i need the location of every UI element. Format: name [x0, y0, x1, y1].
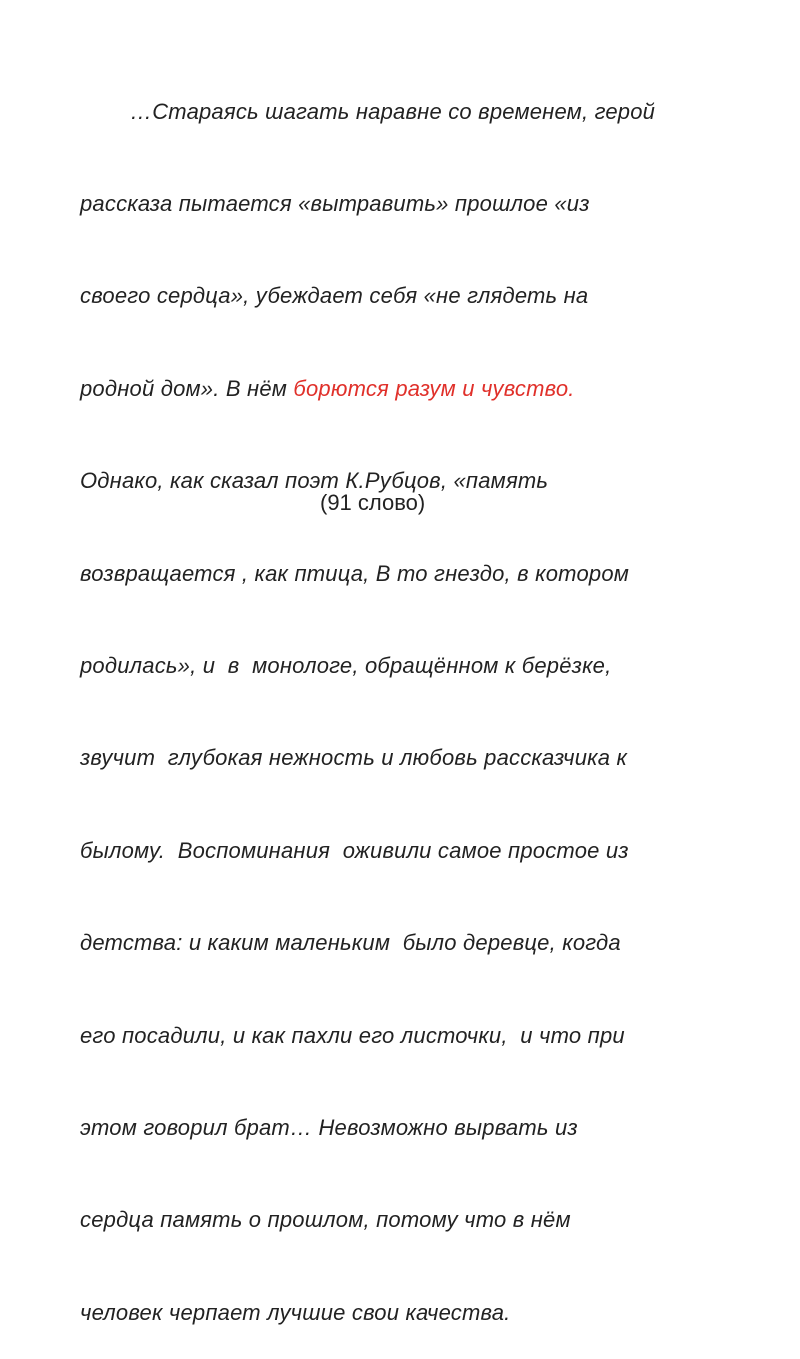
- paragraph-line: его посадили, и как пахли его листочки, и что при: [80, 1022, 625, 1048]
- paragraph-line: [80, 374, 780, 405]
- paragraph-line: возвращается , как птица, В то гнездо, в котором: [80, 560, 630, 586]
- paragraph-line: Однако, как сказал поэт К.Рубцов, «память: [80, 468, 549, 494]
- paragraph-line: своего сердца», убеждает себя «не глядеть на: [80, 283, 589, 309]
- essay-paragraph: [80, 35, 780, 1359]
- paragraph-line: былому. Воспоминания оживили самое простое из: [80, 837, 629, 863]
- paragraph-line: детства: и каким маленьким было деревце, когда: [80, 930, 621, 956]
- paragraph-line: сердца память о прошлом, потому что в нём: [80, 1207, 571, 1233]
- paragraph-line: родилась», и в монологе, обращённом к берёзке,: [80, 652, 612, 678]
- paragraph-line: этом говорил брат… Невозможно вырвать из: [80, 1114, 578, 1140]
- paragraph-line: …Стараясь шагать наравне со временем, герой: [130, 98, 656, 124]
- paragraph-line: рассказа пытается «вытравить» прошлое «из: [80, 190, 590, 216]
- highlighted-phrase: борются разум и чувство.: [293, 375, 575, 401]
- line-text: родной дом». В нём: [80, 375, 294, 401]
- paragraph-line: человек черпает лучшие свои качества.: [80, 1299, 511, 1325]
- paragraph-line: звучит глубокая нежность и любовь рассказчика к: [80, 745, 628, 771]
- word-count: (91 слово): [320, 490, 426, 515]
